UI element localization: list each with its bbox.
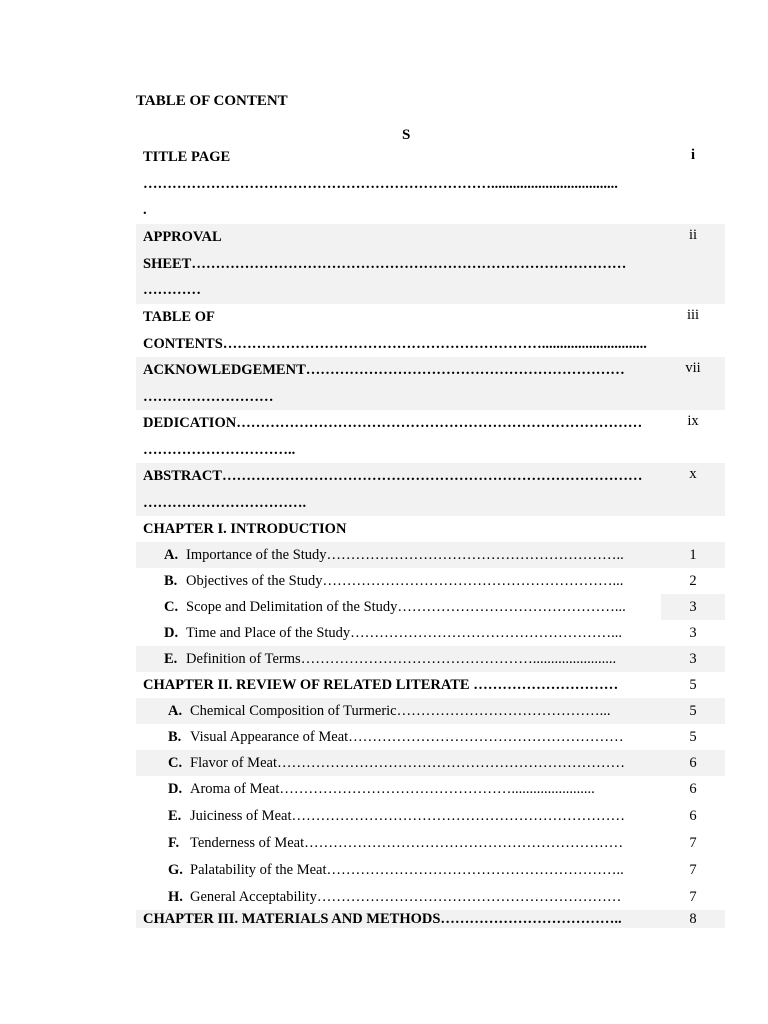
toc-row-table-of-contents[interactable]	[136, 304, 725, 357]
toc-entry-leader: ………………………	[143, 388, 274, 405]
toc-page-number: 6	[689, 808, 697, 824]
toc-heading-wrap: S	[402, 127, 411, 143]
toc-entry-leader: …………………………..	[143, 441, 296, 458]
toc-item-letter: G.	[168, 862, 183, 878]
toc-chapter-title: CHAPTER II. REVIEW OF RELATED LITERATE …………………………	[143, 677, 619, 693]
toc-page-number: 6	[689, 781, 697, 797]
toc-item-letter: E.	[164, 651, 178, 667]
toc-row-chapter-1-e[interactable]	[136, 646, 725, 672]
toc-row-chapter-1-d[interactable]	[136, 620, 725, 646]
toc-page-number: x	[689, 466, 697, 482]
toc-item-letter: D.	[164, 625, 179, 641]
toc-item-letter: A.	[168, 703, 183, 719]
toc-item-text: General Acceptability………………………………………………………	[190, 889, 622, 905]
toc-item-text: Time and Place of the Study………………………………………………...	[186, 625, 623, 641]
toc-row-chapter-1[interactable]	[136, 516, 725, 542]
toc-page-number: 1	[689, 547, 697, 563]
toc-heading: TABLE OF CONTENT	[136, 93, 288, 109]
toc-entry-text: ABSTRACT……………………………………………………………………………	[143, 468, 643, 484]
toc-item-letter: C.	[168, 755, 183, 771]
toc-entry-leader: SHEET………………………………………………………………………………	[143, 255, 627, 272]
toc-entry-leader: CONTENTS………………………………………………………….............................	[143, 335, 647, 352]
toc-item-text: Tenderness of Meat…………………………………………………………	[190, 835, 624, 851]
toc-row-title-page[interactable]	[136, 144, 725, 224]
toc-item-text: Palatability of the Meat……………………………………………………..	[190, 862, 624, 878]
toc-row-chapter-1-a[interactable]	[136, 542, 725, 568]
toc-page-number: i	[690, 147, 696, 163]
toc-row-chapter-2-d[interactable]	[136, 776, 725, 803]
toc-item-letter: F.	[168, 835, 180, 851]
toc-row-chapter-2-e[interactable]	[136, 803, 725, 830]
toc-page-number: 3	[689, 625, 697, 641]
toc-page-number: vii	[685, 360, 701, 376]
toc-row-chapter-2-c[interactable]	[136, 750, 725, 776]
toc-page-number: 7	[689, 889, 697, 905]
toc-entry-text: ACKNOWLEDGEMENT…………………………………………………………	[143, 362, 625, 378]
toc-row-chapter-2-b[interactable]	[136, 724, 725, 750]
toc-row-chapter-1-c[interactable]	[136, 594, 725, 620]
toc-item-letter: C.	[164, 599, 179, 615]
toc-page-number: 5	[689, 677, 697, 693]
toc-page-number: 5	[689, 729, 697, 745]
toc-chapter-title: CHAPTER III. MATERIALS AND METHODS………………………………..	[143, 911, 622, 927]
toc-row-chapter-2[interactable]	[136, 672, 725, 698]
toc-item-text: Aroma of Meat………………………………………….......................	[190, 781, 595, 797]
toc-row-dedication[interactable]	[136, 410, 725, 463]
toc-row-approval-sheet[interactable]	[136, 224, 725, 304]
toc-row-chapter-2-h[interactable]	[136, 884, 725, 910]
toc-item-text: Chemical Composition of Turmeric……………………………………...	[190, 703, 611, 719]
toc-entry-text: DEDICATION…………………………………………………………………………	[143, 415, 643, 431]
toc-entry-text: TABLE OF	[143, 309, 215, 325]
toc-row-abstract[interactable]	[136, 463, 725, 516]
toc-row-chapter-3[interactable]	[136, 910, 725, 928]
toc-page-number: ix	[687, 413, 699, 429]
toc-item-letter: D.	[168, 781, 183, 797]
toc-page-number: 3	[689, 651, 697, 667]
toc-page-number: 7	[689, 835, 697, 851]
toc-entry-text: APPROVAL	[143, 229, 222, 245]
toc-page-number: 2	[689, 573, 697, 589]
toc-item-text: Scope and Delimitation of the Study………………………………………...	[186, 599, 626, 615]
toc-item-text: Visual Appearance of Meat…………………………………………………	[190, 729, 624, 745]
toc-page-number: 7	[689, 862, 697, 878]
toc-row-chapter-2-f[interactable]	[136, 830, 725, 857]
toc-item-text: Definition of Terms………………………………………….......................	[186, 651, 617, 667]
toc-item-text: Importance of the Study……………………………………………………..	[186, 547, 624, 563]
toc-entry-leader: .	[143, 202, 147, 218]
toc-page-number: 6	[689, 755, 697, 771]
toc-entry-leader: ………………………………………………………………...................................	[143, 175, 618, 192]
toc-item-letter: E.	[168, 808, 182, 824]
toc-entry-text: TITLE PAGE	[143, 149, 231, 165]
toc-item-letter: B.	[164, 573, 178, 589]
toc-item-letter: A.	[164, 547, 179, 563]
toc-page-number: 8	[689, 911, 697, 927]
toc-item-letter: B.	[168, 729, 182, 745]
toc-table	[136, 144, 725, 928]
toc-entry-leader: …………………………….	[143, 494, 307, 511]
toc-item-text: Flavor of Meat………………………………………………………………	[190, 755, 625, 771]
toc-page-number: 5	[689, 703, 697, 719]
toc-row-acknowledgement[interactable]	[136, 357, 725, 410]
toc-page-number: 3	[661, 594, 725, 620]
toc-row-chapter-2-g[interactable]	[136, 857, 725, 884]
toc-page-number: ii	[688, 227, 698, 243]
toc-row-chapter-2-a[interactable]	[136, 698, 725, 724]
toc-chapter-title: CHAPTER I. INTRODUCTION	[143, 521, 347, 537]
toc-row-chapter-1-b[interactable]	[136, 568, 725, 594]
toc-item-letter: H.	[168, 889, 183, 905]
toc-entry-leader: …………	[143, 282, 201, 298]
toc-item-text: Juiciness of Meat……………………………………………………………	[190, 808, 625, 824]
toc-page-number: iii	[686, 307, 700, 323]
toc-item-text: Objectives of the Study……………………………………………………...	[186, 573, 624, 589]
